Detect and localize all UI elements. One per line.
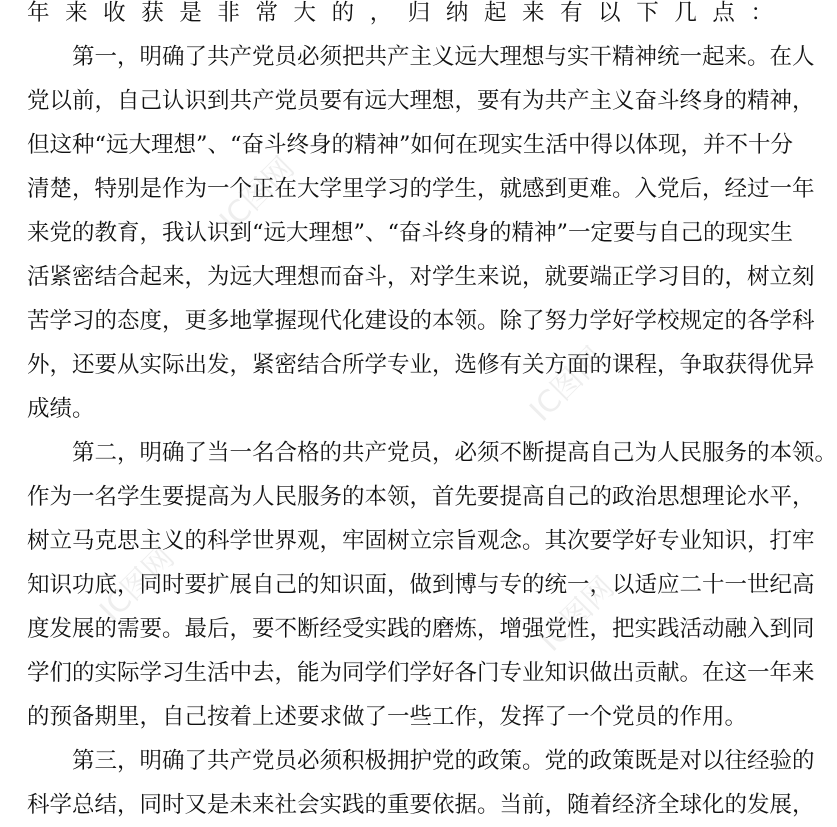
text-line: 科学总结，同时又是未来社会实践的重要依据。当前，随着经济全球化的发展， bbox=[27, 792, 815, 818]
text-line: 作为一名学生要提高为人民服务的本领，首先要提高自己的政治思想理论水平， bbox=[27, 484, 815, 510]
text-line: 但这种“远大理想”、“奋斗终身的精神”如何在现实生活中得以体现，并不十分 bbox=[27, 132, 794, 158]
text-line: 成绩。 bbox=[27, 396, 95, 422]
text-line: 活紧密结合起来，为远大理想而奋斗，对学生来说，就要端正学习目的，树立刻 bbox=[27, 264, 815, 290]
text-line: 树立马克思主义的科学世界观，牢固树立宗旨观念。其次要学好专业知识，打牢 bbox=[27, 528, 815, 554]
paragraph-one-start: 第一，明确了共产党员必须把共产主义远大理想与实干精神统一起来。在人 bbox=[72, 44, 815, 70]
text-line: 清楚，特别是作为一个正在大学里学习的学生，就感到更难。入党后，经过一年 bbox=[27, 176, 815, 202]
text-line: 的预备期里，自己按着上述要求做了一些工作，发挥了一个党员的作用。 bbox=[27, 704, 748, 730]
text-line: 苦学习的态度，更多地掌握现代化建设的本领。除了努力学好学校规定的各学科 bbox=[27, 308, 815, 334]
paragraph-two-start: 第二，明确了当一名合格的共产党员，必须不断提高自己为人民服务的本领。 bbox=[72, 440, 837, 466]
watermark: IC图网 bbox=[93, 540, 182, 629]
paragraph-three-start: 第三，明确了共产党员必须积极拥护党的政策。党的政策既是对以往经验的 bbox=[72, 748, 815, 774]
watermark: IC图网 bbox=[533, 570, 622, 659]
text-line: 年来收获是非常大的，归纳起来有以下几点： bbox=[27, 0, 773, 26]
text-line: 外，还要从实际出发，紧密结合所学专业，选修有关方面的课程，争取获得优异 bbox=[27, 352, 815, 378]
watermark: IC图网 bbox=[213, 150, 302, 239]
text-line: 学们的实际学习生活中去，能为同学们学好各门专业知识做出贡献。在这一年来 bbox=[27, 660, 815, 686]
text-line: 来党的教育，我认识到“远大理想”、“奋斗终身的精神”一定要与自己的现实生 bbox=[27, 220, 794, 246]
text-line: 党以前，自己认识到共产党员要有远大理想，要有为共产主义奋斗终身的精神， bbox=[27, 88, 815, 114]
text-line: 知识功底，同时要扩展自己的知识面，做到博与专的统一，以适应二十一世纪高 bbox=[27, 572, 815, 598]
text-line: 度发展的需要。最后，要不断经受实践的磨炼，增强党性，把实践活动融入到同 bbox=[27, 616, 815, 642]
watermark: IC图网 bbox=[523, 340, 612, 429]
